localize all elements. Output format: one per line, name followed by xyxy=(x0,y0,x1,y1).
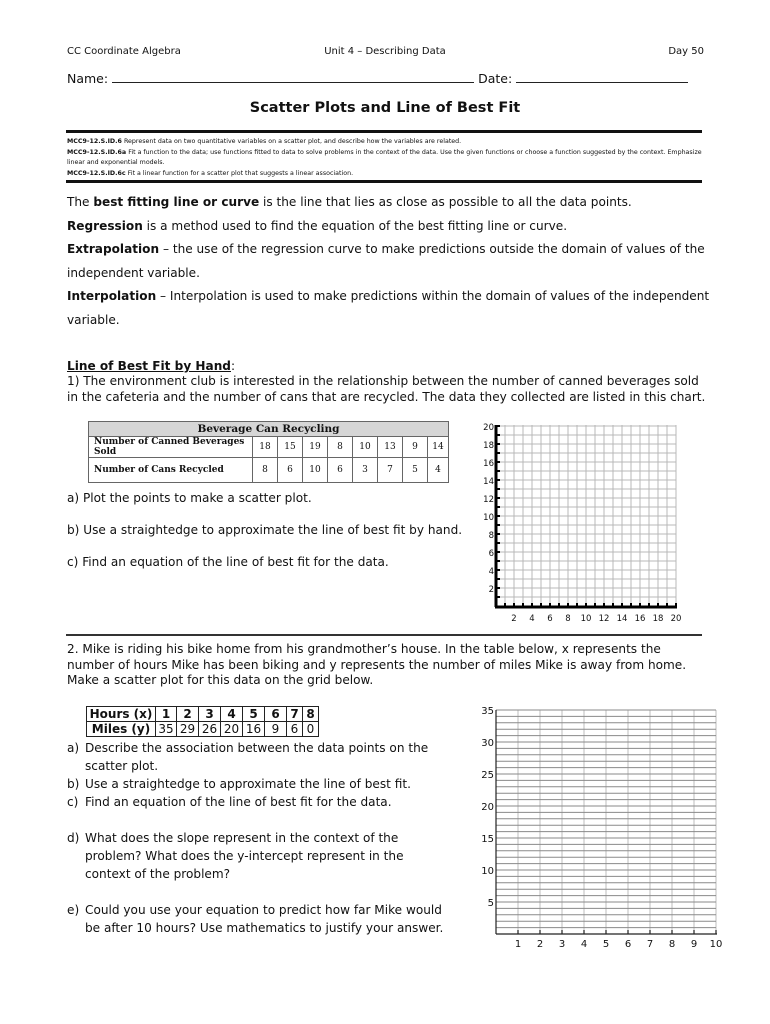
svg-text:8: 8 xyxy=(565,614,571,624)
definition-interpolation: Interpolation – Interpolation is used to make predictions within the domain of values of the independent variable. xyxy=(67,289,710,327)
svg-text:12: 12 xyxy=(598,614,610,624)
scatter-grid-1[interactable] xyxy=(476,416,686,626)
name-field-row xyxy=(67,70,688,86)
svg-text:3: 3 xyxy=(558,939,566,950)
svg-text:6: 6 xyxy=(624,939,632,950)
svg-text:20: 20 xyxy=(481,802,494,813)
problem-1-prompt: 1) The environment club is interested in the relationship between the number of canned beverages sold in the cafeteria and the number of cans that are recycled. The data they collected are listed in this chart. xyxy=(67,374,706,404)
table-row: Number of Canned Beverages Sold 18 15 19 8 10 13 9 14 xyxy=(89,437,449,458)
divider xyxy=(66,180,702,183)
svg-text:20: 20 xyxy=(670,614,682,624)
svg-text:5: 5 xyxy=(487,898,494,909)
svg-text:2: 2 xyxy=(488,585,494,595)
definition-extrapolation: Extrapolation – the use of the regression curve to make predictions outside the domain of values of the independent variable. xyxy=(67,242,705,280)
question-2e: e) Could you use your equation to predict how far Mike would be after 10 hours? Use mathematics to justify your answer. xyxy=(67,903,444,935)
svg-text:4: 4 xyxy=(580,939,588,950)
standard-1: MCC9-12.S.ID.6 Represent data on two quantitative variables on a scatter plot, and describe how the variables are related. xyxy=(67,138,462,145)
question-2a: a) Describe the association between the data points on the scatter plot. xyxy=(67,741,429,773)
section-heading: Line of Best Fit by Hand: xyxy=(67,359,236,373)
svg-text:18: 18 xyxy=(652,614,664,624)
table-row: Number of Cans Recycled 8 6 10 6 3 7 5 4 xyxy=(89,458,449,483)
course-name: CC Coordinate Algebra xyxy=(67,46,181,57)
svg-text:14: 14 xyxy=(616,614,628,624)
svg-text:16: 16 xyxy=(634,614,646,624)
name-blank[interactable] xyxy=(112,70,474,83)
svg-text:10: 10 xyxy=(709,939,723,950)
svg-text:10: 10 xyxy=(481,866,494,877)
date-blank[interactable] xyxy=(516,70,688,83)
question-2b: b) Use a straightedge to approximate the line of best fit. xyxy=(67,777,411,791)
svg-text:2: 2 xyxy=(511,614,517,624)
question-1b: b) Use a straightedge to approximate the line of best fit by hand. xyxy=(67,523,463,537)
standard-2: MCC9-12.S.ID.6a Fit a function to the data; use functions fitted to data to solve problems in the context of the data. Use the given functions or choose a function suggested by the context. Emphasize linear and exponential models. xyxy=(67,148,702,166)
question-2d: d) What does the slope represent in the context of the problem? What does the y-intercept represent in the context of the problem? xyxy=(67,831,404,881)
scatter-grid-2[interactable] xyxy=(476,702,726,952)
hours-miles-table xyxy=(86,706,319,737)
date-label: Date: xyxy=(478,71,513,86)
day-label: Day 50 xyxy=(668,46,704,57)
question-1c: c) Find an equation of the line of best fit for the data. xyxy=(67,555,389,569)
table-row: Hours (x) 1 2 3 4 5 6 7 8 xyxy=(87,707,319,722)
definition-regression: Regression is a method used to find the equation of the best fitting line or curve. xyxy=(67,218,568,233)
svg-text:10: 10 xyxy=(580,614,592,624)
svg-text:5: 5 xyxy=(602,939,610,950)
standards xyxy=(67,137,707,179)
svg-text:14: 14 xyxy=(483,477,494,487)
question-1a: a) Plot the points to make a scatter plot. xyxy=(67,491,312,505)
name-label: Name: xyxy=(67,71,109,86)
svg-text:8: 8 xyxy=(668,939,676,950)
svg-text:16: 16 xyxy=(483,459,494,469)
table-row: Miles (y) 35 29 26 20 16 9 6 0 xyxy=(87,722,319,737)
svg-text:6: 6 xyxy=(488,549,494,559)
svg-text:18: 18 xyxy=(483,441,494,451)
problem-2-questions xyxy=(67,739,467,937)
definition-best-fit: The best fitting line or curve is the line that lies as close as possible to all the data points. xyxy=(67,195,632,209)
divider xyxy=(66,130,702,133)
table-caption: Beverage Can Recycling xyxy=(89,422,449,437)
svg-text:10: 10 xyxy=(483,513,494,523)
divider xyxy=(66,634,702,636)
question-2c: c) Find an equation of the line of best fit for the data. xyxy=(67,795,392,809)
svg-text:1: 1 xyxy=(514,939,522,950)
unit-name: Unit 4 – Describing Data xyxy=(324,46,446,57)
svg-text:4: 4 xyxy=(488,567,494,577)
svg-text:35: 35 xyxy=(481,706,494,717)
beverage-table xyxy=(88,421,449,483)
page-title: Scatter Plots and Line of Best Fit xyxy=(249,100,521,116)
svg-text:6: 6 xyxy=(547,614,553,624)
svg-text:25: 25 xyxy=(481,770,494,781)
svg-text:30: 30 xyxy=(481,738,494,749)
standard-3: MCC9-12.S.ID.6c Fit a linear function for a scatter plot that suggests a linear association. xyxy=(67,169,354,177)
definitions xyxy=(67,191,717,333)
svg-text:7: 7 xyxy=(646,939,654,950)
svg-text:12: 12 xyxy=(483,495,494,505)
svg-text:2: 2 xyxy=(536,939,544,950)
svg-text:4: 4 xyxy=(529,614,535,624)
svg-text:8: 8 xyxy=(488,531,494,541)
svg-text:9: 9 xyxy=(690,939,698,950)
svg-text:15: 15 xyxy=(481,834,494,845)
svg-text:20: 20 xyxy=(483,423,494,433)
problem-2-prompt: 2. Mike is riding his bike home from his grandmother’s house. In the table below, x represents the number of hours Mike has been biking and y represents the number of miles Mike is away from home. Make a scatter plot for this data on the grid below. xyxy=(67,642,687,687)
